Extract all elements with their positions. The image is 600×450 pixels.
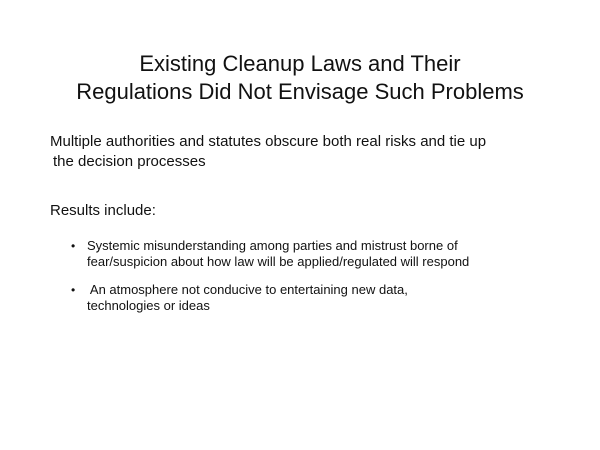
bullet-item <box>0 282 557 314</box>
bullet-line: Systemic misunderstanding among parties and mistrust borne of <box>87 238 458 253</box>
bullet-line: technologies or ideas <box>87 298 210 313</box>
slide-title <box>20 50 580 106</box>
bullet-marker-icon: • <box>71 239 76 253</box>
results-heading: Results include: <box>50 202 156 219</box>
intro-paragraph <box>50 132 570 172</box>
intro-line: the decision processes <box>53 153 206 170</box>
slide-title-line: Regulations Did Not Envisage Such Problems <box>76 79 524 104</box>
bullet-item <box>0 238 557 270</box>
bullet-marker-icon: • <box>71 283 76 297</box>
bullet-line: An atmosphere not conducive to entertaining new data, <box>87 282 408 297</box>
intro-line: Multiple authorities and statutes obscure both real risks and tie up <box>50 133 487 150</box>
results-bullet-list <box>0 238 600 326</box>
bullet-line: fear/suspicion about how law will be applied/regulated will respond <box>87 254 470 269</box>
slide-title-line: Existing Cleanup Laws and Their <box>139 51 461 76</box>
